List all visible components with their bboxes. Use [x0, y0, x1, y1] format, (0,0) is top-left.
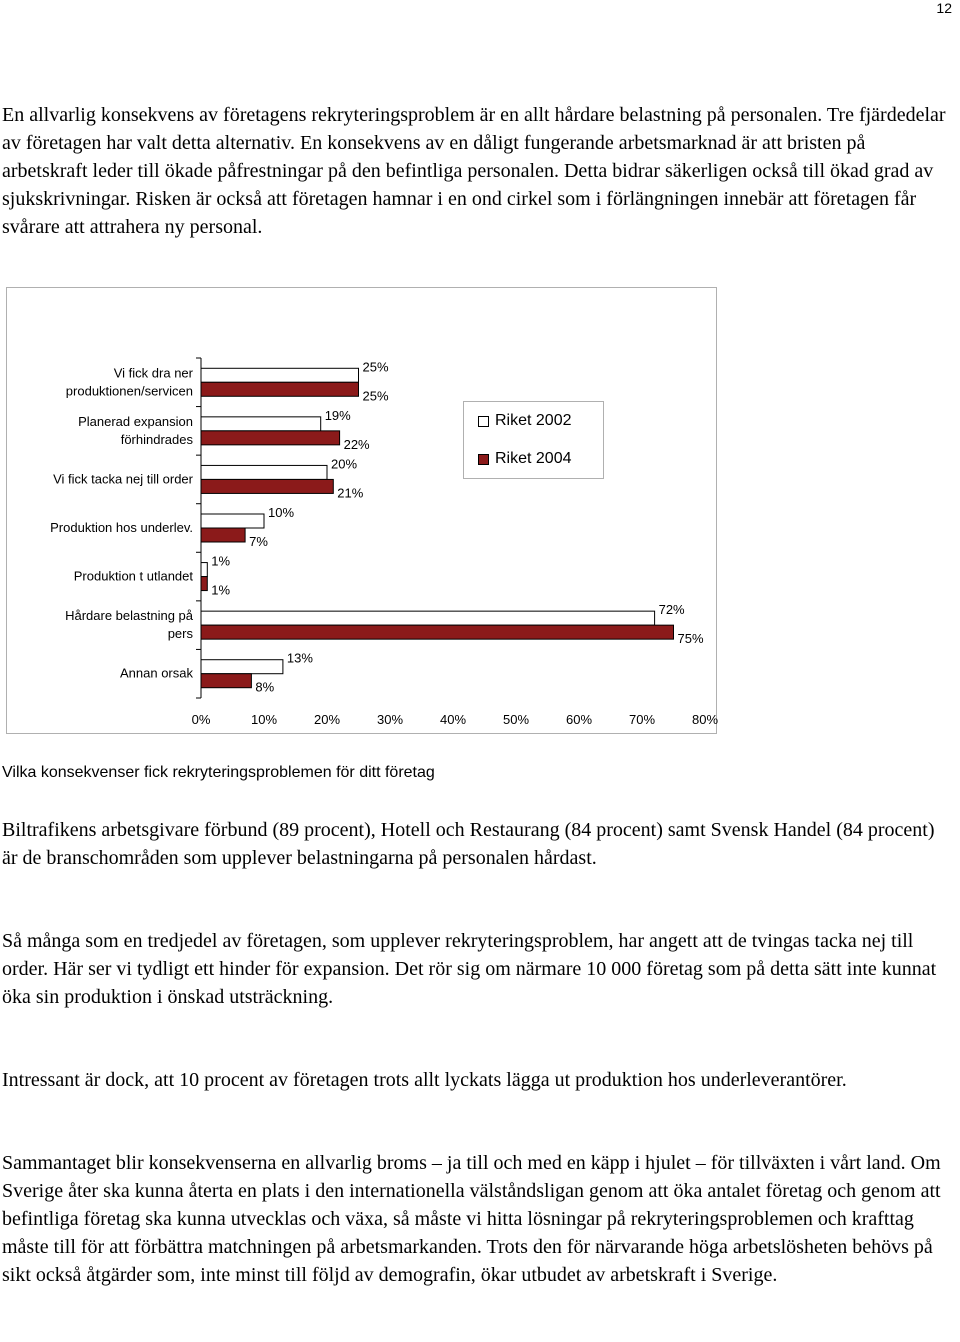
paragraph-intro: En allvarlig konsekvens av företagens rekryteringsproblem är en allt hårdare belastning på personalen. Tre fjärdedelar av företagen har valt detta alternativ. En konsekvens av en dåligt fungerande arbetsmarknad är att bristen på arbetskraft leder till ökade påfrestningar på den befintliga personalen. Detta bidrar säkerligen också till ökad grad av sjukskrivningar. Risken är också att företagen hamnar i en ond cirkel som i förlängningen innebär att företagen får svårare att attrahera ny personal.: [2, 104, 946, 238]
bar-2004: [201, 577, 207, 591]
x-tick-label: 50%: [502, 712, 530, 727]
category-label: Produktion t utlandet: [73, 568, 193, 584]
page-number: 12: [936, 0, 952, 16]
category-label: Hårdare belastning på pers: [65, 608, 193, 642]
x-tick-label: 20%: [313, 712, 341, 727]
data-label-2004: 1%: [211, 582, 231, 598]
data-label-2004: 22%: [343, 436, 370, 452]
legend-label-2004: Riket 2004: [495, 450, 572, 467]
paragraph-orders: Så många som en tredjedel av företagen, som upplever rekryteringsproblem, har angett att de tvingas tacka nej till order. Här ser vi tydligt ett hinder för expansion. Det rör sig om närmare 10 000 företag som på detta sätt inte kunnat öka sin produktion i önskad utsträckning.: [2, 930, 937, 1008]
x-tick-label: 60%: [565, 712, 593, 727]
data-label-2002: 20%: [331, 456, 358, 472]
bar-2004: [201, 479, 333, 493]
category-label: Vi fick tacka nej till order: [53, 471, 193, 487]
x-tick-label: 80%: [691, 712, 718, 727]
data-label-2004: 7%: [249, 534, 268, 549]
bar-2004: [201, 528, 245, 542]
category-label: Annan orsak: [120, 665, 193, 681]
paragraph-summary: Sammantaget blir konsekvenserna en allvarlig broms – ja till och med en käpp i hjulet – för tillväxten i vårt land. Om Sverige åter ska kunna återta en plats i den internationella välståndsligan genom att öka antalet företag och genom att befintliga företag ska kunna utvecklas och växa, så måste vi hitta lösningar på rekryteringsproblemen och krafttag måste till för att förbättra matchningen på arbetsmarkanden. Trots den för närvarande höga arbetslösheten behövs på sikt också åtgärder som, inte minst till följd av demografin, ökar utbudet av arbetskraft i Sverige.: [2, 1152, 941, 1286]
x-tick-label: 70%: [628, 712, 656, 727]
x-tick-label: 30%: [376, 712, 404, 727]
data-label-2002: 1%: [211, 553, 231, 569]
bar-2004: [201, 431, 340, 445]
legend-item-2002: [478, 412, 572, 430]
x-tick-label: 40%: [439, 712, 467, 727]
bar-2004: [201, 674, 251, 688]
data-label-2002: 13%: [286, 650, 313, 666]
bar-2002: [201, 563, 207, 577]
data-label-2002: 19%: [324, 407, 351, 423]
legend-swatch-2002: [478, 416, 489, 427]
bar-2002: [201, 660, 283, 674]
category-label: Produktion hos underlev.: [50, 520, 193, 535]
data-label-2002: 72%: [658, 602, 685, 618]
data-label-2002: 25%: [362, 359, 389, 375]
category-label: Planerad expansion förhindrades: [78, 413, 193, 447]
bar-2002: [201, 465, 327, 479]
category-label: Vi fick dra ner produktionen/servicen: [65, 365, 193, 399]
chart-legend: [463, 401, 604, 479]
chart-frame: [6, 287, 717, 734]
bar-2002: [201, 368, 359, 382]
x-tick-label: 0%: [191, 712, 211, 727]
x-tick-label: 10%: [250, 712, 278, 727]
data-label-2004: 75%: [677, 631, 704, 647]
data-label-2004: 25%: [362, 388, 389, 404]
legend-swatch-2004: [478, 454, 489, 465]
data-label-2004: 8%: [255, 679, 275, 695]
consequences-bar-chart: [7, 288, 718, 735]
bar-2002: [201, 611, 655, 625]
paragraph-subcontractors: Intressant är dock, att 10 procent av företagen trots allt lyckats lägga ut produktion hos underleverantörer.: [2, 1069, 847, 1091]
bar-2004: [201, 382, 359, 396]
legend-label-2002: Riket 2002: [495, 412, 572, 429]
data-label-2004: 21%: [337, 485, 364, 501]
bar-2004: [201, 625, 674, 639]
bar-2002: [201, 417, 321, 431]
data-label-2002: 10%: [268, 505, 295, 520]
chart-caption: Vilka konsekvenser fick rekryteringsproblemen för ditt företag: [2, 764, 435, 781]
paragraph-branches: Biltrafikens arbetsgivare förbund (89 procent), Hotell och Restaurang (84 procent) samt Svensk Handel (84 procent) är de branschområden som upplever belastningarna på personalen hårdast.: [2, 819, 935, 869]
legend-item-2004: [478, 450, 572, 468]
bar-2002: [201, 514, 264, 528]
